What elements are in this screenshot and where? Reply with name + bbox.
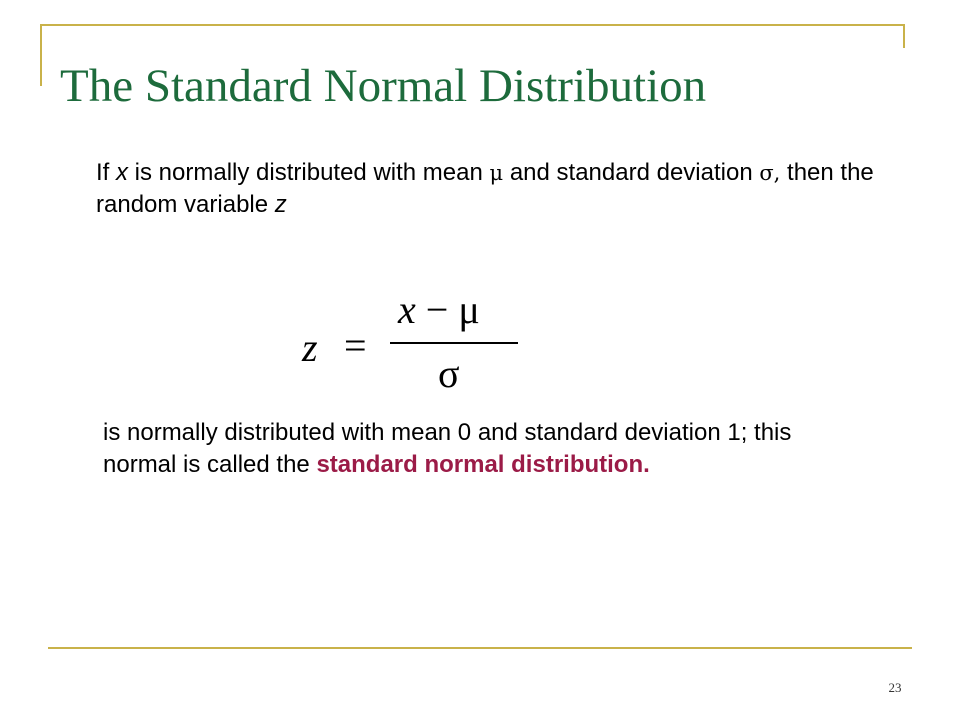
slide-title: The Standard Normal Distribution xyxy=(60,60,707,112)
page-number: 23 xyxy=(888,680,902,695)
mu-symbol: μ xyxy=(489,161,504,185)
formula-lhs: z xyxy=(302,325,318,370)
frame-bottom-rule xyxy=(48,647,912,649)
standard-normal-highlight: standard normal distribution. xyxy=(316,451,650,478)
formula-equals: = xyxy=(344,323,367,368)
intro-text-1: If xyxy=(96,159,117,186)
formula-numerator-x: x xyxy=(398,287,416,332)
intro-text-4: then the random variable xyxy=(96,159,874,218)
formula-numerator xyxy=(398,288,480,332)
intro-text-2: is normally distributed with mean xyxy=(128,159,490,186)
intro-paragraph xyxy=(96,157,876,221)
formula-numerator-rest: − μ xyxy=(415,287,480,332)
variable-x: x xyxy=(116,159,129,186)
fraction-bar xyxy=(390,342,518,344)
sigma-symbol: σ, xyxy=(759,161,781,185)
variable-z: z xyxy=(274,191,287,218)
formula-denominator: σ xyxy=(438,351,460,396)
frame-top-rule xyxy=(40,24,904,26)
frame-left-rule xyxy=(40,24,42,86)
frame-right-rule xyxy=(903,24,905,48)
intro-text-3: and standard deviation xyxy=(503,159,760,186)
z-score-formula xyxy=(290,287,530,400)
conclusion-text: is normally distributed with mean 0 and standard deviation 1; this normal is called the xyxy=(103,419,792,478)
conclusion-paragraph xyxy=(103,417,823,481)
